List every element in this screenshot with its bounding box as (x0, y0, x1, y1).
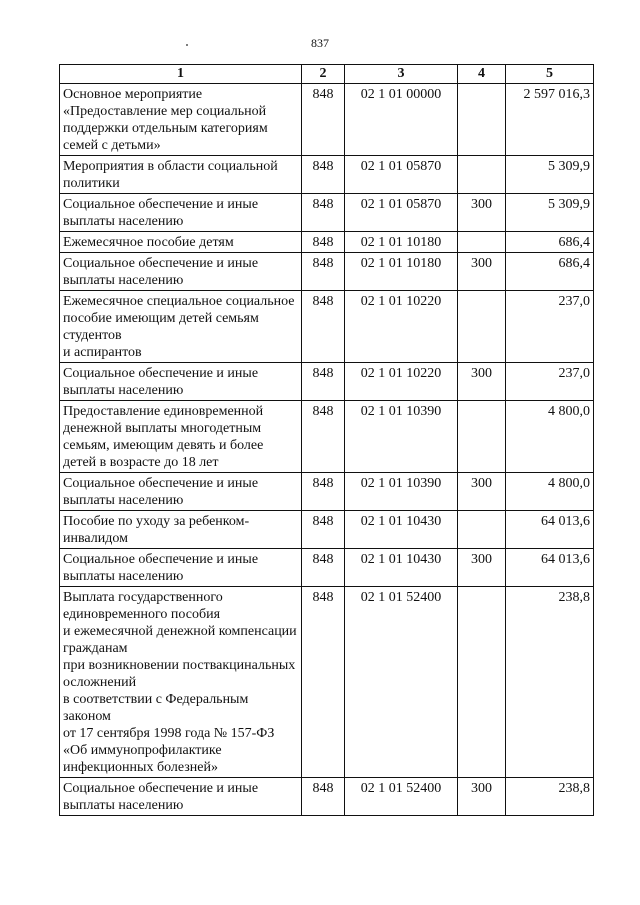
row-admin-code-cell: 848 (302, 291, 345, 363)
row-admin-code-cell: 848 (302, 511, 345, 549)
budget-table (59, 64, 594, 816)
row-target-article-cell: 02 1 01 05870 (345, 156, 458, 194)
row-admin-code-cell: 848 (302, 778, 345, 816)
row-name-cell: Социальное обеспечение и иные выплаты населению (60, 473, 302, 511)
row-target-article-cell: 02 1 01 10180 (345, 232, 458, 253)
row-target-article-cell: 02 1 01 10390 (345, 473, 458, 511)
row-target-article-cell: 02 1 01 10430 (345, 549, 458, 587)
row-amount-cell: 686,4 (506, 232, 594, 253)
row-expense-type-cell (458, 291, 506, 363)
row-expense-type-cell (458, 587, 506, 778)
row-target-article-cell: 02 1 01 10430 (345, 511, 458, 549)
table-row (60, 253, 594, 291)
row-admin-code-cell: 848 (302, 156, 345, 194)
row-amount-cell: 237,0 (506, 291, 594, 363)
row-expense-type-cell (458, 511, 506, 549)
row-expense-type-cell: 300 (458, 473, 506, 511)
row-name-cell: Социальное обеспечение и иные выплаты населению (60, 778, 302, 816)
row-expense-type-cell: 300 (458, 549, 506, 587)
scan-speck (186, 44, 188, 46)
table-row (60, 156, 594, 194)
row-expense-type-cell (458, 156, 506, 194)
row-name-cell: Основное мероприятие «Предоставление мер социальной поддержки отдельным категориям семей с детьми» (60, 84, 302, 156)
page-number: 837 (311, 36, 329, 50)
table-row (60, 549, 594, 587)
row-target-article-cell: 02 1 01 10220 (345, 363, 458, 401)
table-row (60, 587, 594, 778)
row-admin-code-cell: 848 (302, 232, 345, 253)
table-row (60, 194, 594, 232)
column-header-csr: 3 (345, 65, 458, 84)
row-admin-code-cell: 848 (302, 84, 345, 156)
row-name-cell: Социальное обеспечение и иные выплаты населению (60, 363, 302, 401)
row-expense-type-cell (458, 232, 506, 253)
row-target-article-cell: 02 1 01 52400 (345, 587, 458, 778)
column-header-vr: 4 (458, 65, 506, 84)
row-name-cell: Ежемесячное пособие детям (60, 232, 302, 253)
table-row (60, 363, 594, 401)
row-admin-code-cell: 848 (302, 401, 345, 473)
row-admin-code-cell: 848 (302, 473, 345, 511)
row-amount-cell: 237,0 (506, 363, 594, 401)
row-target-article-cell: 02 1 01 10390 (345, 401, 458, 473)
table-row (60, 778, 594, 816)
row-admin-code-cell: 848 (302, 253, 345, 291)
table-row (60, 232, 594, 253)
table-row (60, 401, 594, 473)
row-expense-type-cell (458, 401, 506, 473)
row-amount-cell: 238,8 (506, 778, 594, 816)
row-target-article-cell: 02 1 01 05870 (345, 194, 458, 232)
row-expense-type-cell: 300 (458, 194, 506, 232)
table-body (60, 84, 594, 816)
row-target-article-cell: 02 1 01 52400 (345, 778, 458, 816)
row-amount-cell: 4 800,0 (506, 401, 594, 473)
row-admin-code-cell: 848 (302, 549, 345, 587)
row-expense-type-cell: 300 (458, 363, 506, 401)
row-expense-type-cell: 300 (458, 778, 506, 816)
table-row (60, 473, 594, 511)
row-expense-type-cell (458, 84, 506, 156)
row-amount-cell: 4 800,0 (506, 473, 594, 511)
column-header-admin: 2 (302, 65, 345, 84)
row-admin-code-cell: 848 (302, 194, 345, 232)
column-header-name: 1 (60, 65, 302, 84)
row-amount-cell: 64 013,6 (506, 511, 594, 549)
row-target-article-cell: 02 1 01 00000 (345, 84, 458, 156)
row-name-cell: Социальное обеспечение и иные выплаты населению (60, 549, 302, 587)
row-name-cell: Мероприятия в области социальной политики (60, 156, 302, 194)
row-name-cell: Пособие по уходу за ребенком-инвалидом (60, 511, 302, 549)
row-name-cell: Выплата государственного единовременного пособия и ежемесячной денежной компенсации гражданам при возникновении поствакцинальных осложнений в соответствии с Федеральным законом от 17 сентября 1998 года № 157-ФЗ «Об иммунопрофилактике инфекционных болезней» (60, 587, 302, 778)
row-amount-cell: 5 309,9 (506, 194, 594, 232)
table-row (60, 511, 594, 549)
row-name-cell: Ежемесячное специальное социальное пособие имеющим детей семьям студентов и аспирантов (60, 291, 302, 363)
row-admin-code-cell: 848 (302, 587, 345, 778)
row-admin-code-cell: 848 (302, 363, 345, 401)
table-row (60, 84, 594, 156)
row-amount-cell: 2 597 016,3 (506, 84, 594, 156)
row-name-cell: Социальное обеспечение и иные выплаты населению (60, 194, 302, 232)
table-header-row (60, 65, 594, 84)
row-amount-cell: 5 309,9 (506, 156, 594, 194)
row-amount-cell: 64 013,6 (506, 549, 594, 587)
row-name-cell: Предоставление единовременной денежной выплаты многодетным семьям, имеющим девять и более детей в возрасте до 18 лет (60, 401, 302, 473)
row-amount-cell: 238,8 (506, 587, 594, 778)
table-row (60, 291, 594, 363)
row-amount-cell: 686,4 (506, 253, 594, 291)
row-name-cell: Социальное обеспечение и иные выплаты населению (60, 253, 302, 291)
row-expense-type-cell: 300 (458, 253, 506, 291)
column-header-amount: 5 (506, 65, 594, 84)
row-target-article-cell: 02 1 01 10220 (345, 291, 458, 363)
row-target-article-cell: 02 1 01 10180 (345, 253, 458, 291)
